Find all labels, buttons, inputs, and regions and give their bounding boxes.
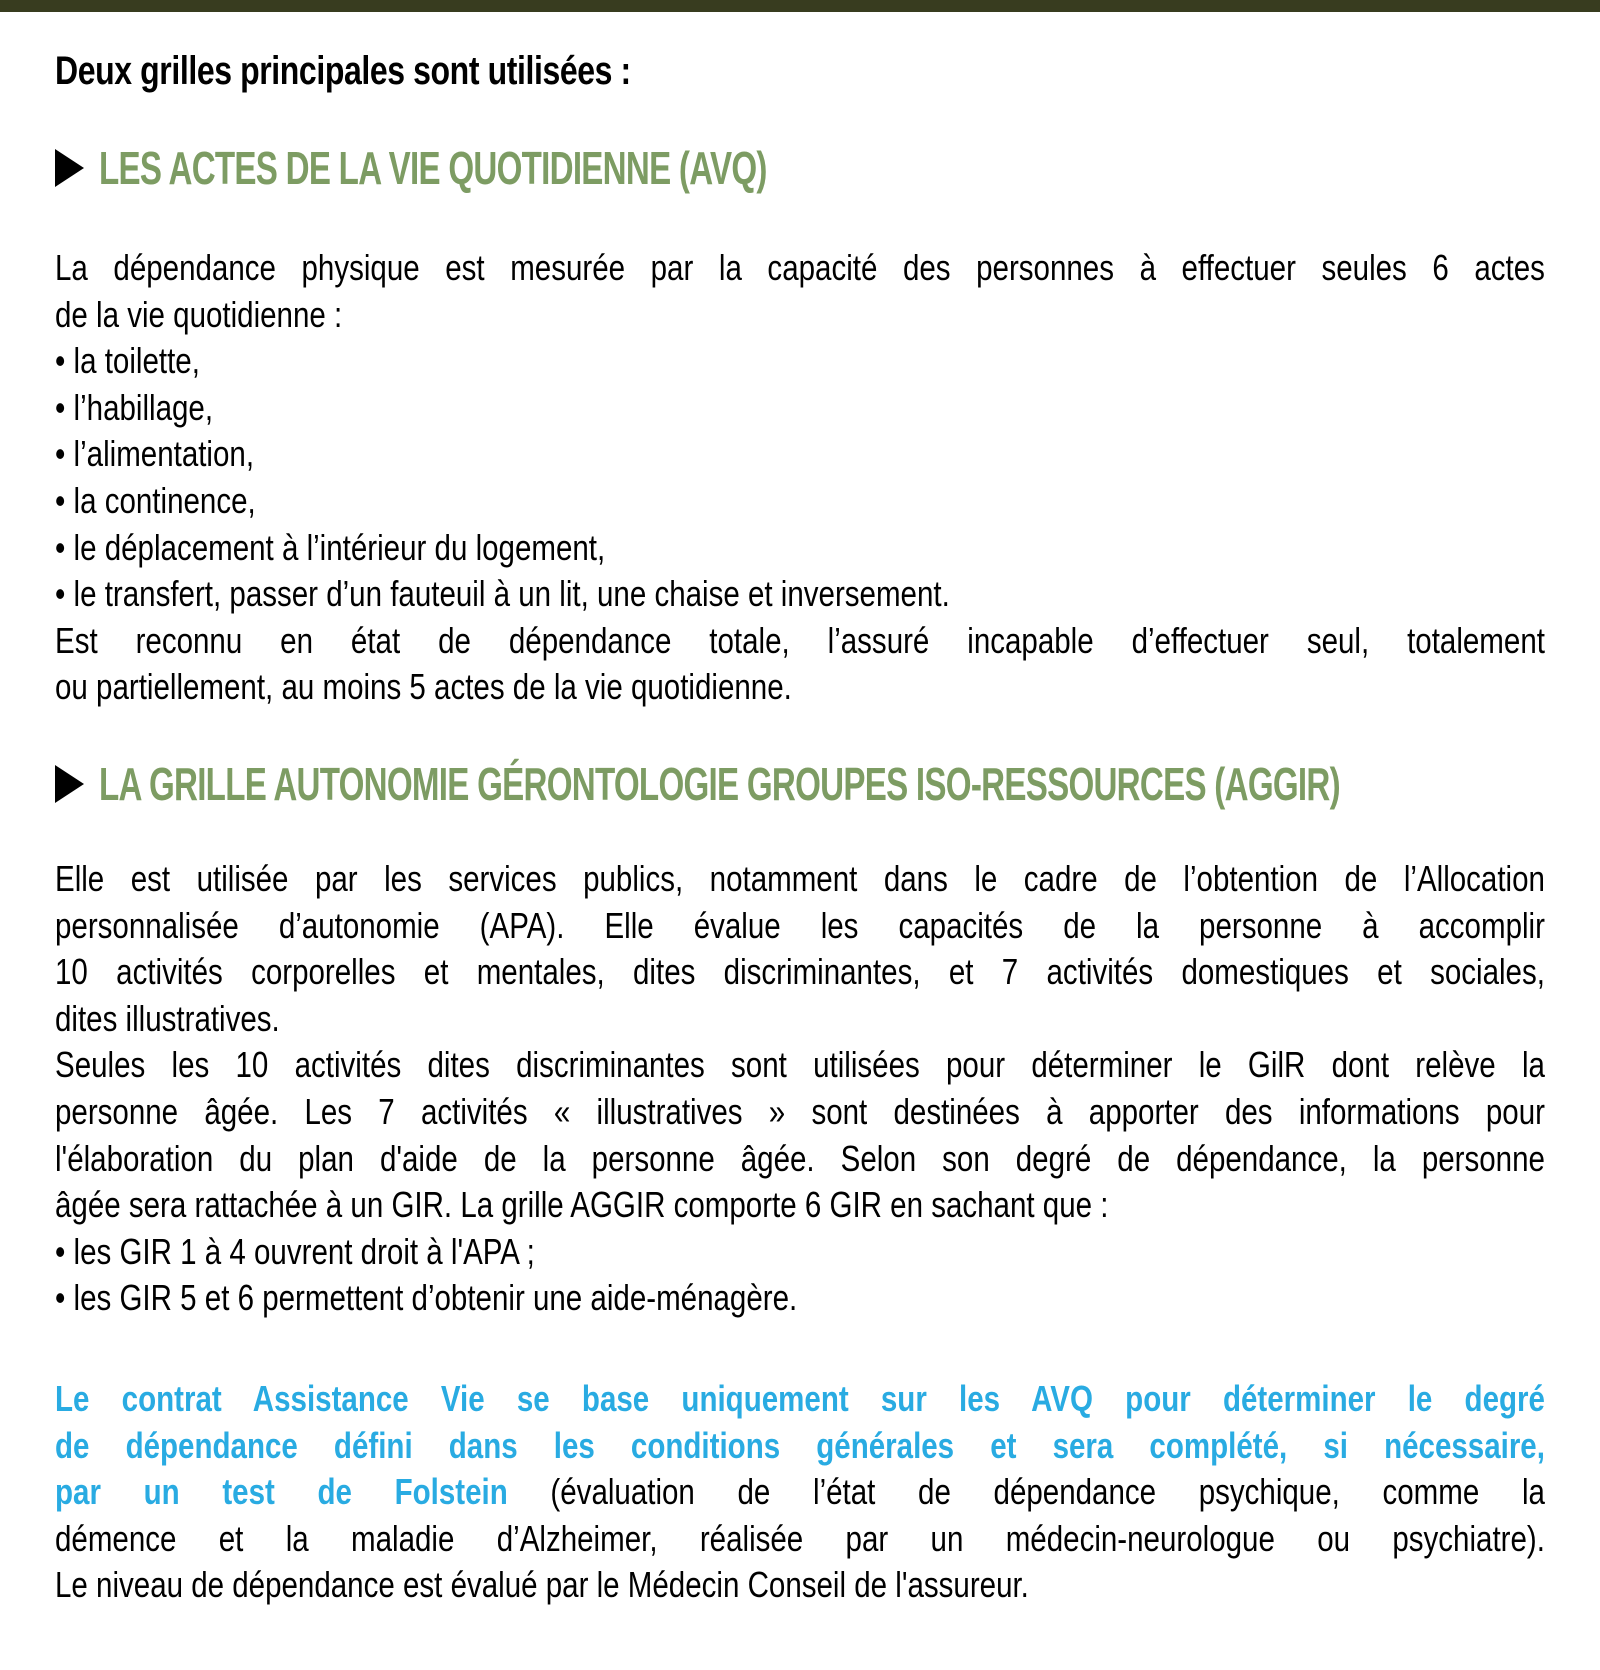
body-line: ou partiellement, au moins 5 actes de la vie quotidienne. (55, 666, 792, 708)
body-line: Est reconnu en état de dépendance totale, l’assuré incapable d’effectuer seul, totalement (55, 619, 1545, 661)
highlight-line (55, 1423, 1545, 1470)
body-line: Seules les 10 activités dites discriminantes sont utilisées pour déterminer le GilR dont relève la (55, 1044, 1545, 1086)
body-line (55, 1516, 1545, 1563)
section-heading-avq-label: LES ACTES DE LA VIE QUOTIDIENNE (AVQ) (99, 142, 767, 194)
top-accent-bar (0, 0, 1600, 12)
body-segment: (évaluation de l’état de dépendance psychique, comme la (550, 1471, 1545, 1513)
highlight-segment: de dépendance défini dans les conditions générales et sera complété, si nécessaire, (55, 1424, 1545, 1466)
bullet-line: • la toilette, (55, 340, 200, 382)
body-line: La dépendance physique est mesurée par la capacité des personnes à effectuer seules 6 actes (55, 247, 1545, 288)
body-segment: Le niveau de dépendance est évalué par le Médecin Conseil de l'assureur. (55, 1564, 1029, 1606)
body-line (55, 1562, 1545, 1609)
highlight-line (55, 1469, 1545, 1516)
body-line: dites illustratives. (55, 997, 280, 1039)
section-heading-aggir-label: LA GRILLE AUTONOMIE GÉRONTOLOGIE GROUPES ISO-RESSOURCES (AGGIR) (99, 758, 1340, 810)
bullet-line: • les GIR 1 à 4 ouvrent droit à l'APA ; (55, 1230, 535, 1272)
highlight-segment: Le contrat Assistance Vie se base uniquement sur les AVQ pour déterminer le degré (55, 1378, 1545, 1419)
body-line: personne âgée. Les 7 activités « illustratives » sont destinées à apporter des informations pour (55, 1090, 1545, 1132)
highlight-line (55, 1376, 1545, 1423)
highlight-segment: par un test de Folstein (55, 1471, 551, 1513)
bullet-line: • la continence, (55, 479, 256, 521)
section-heading-avq (55, 142, 1026, 194)
paragraph-avq (55, 245, 1545, 711)
intro-heading: Deux grilles principales sont utilisées : (55, 49, 631, 93)
body-line: Elle est utilisée par les services publics, notamment dans le cadre de l’obtention de l’Allocation (55, 858, 1545, 899)
body-line: personnalisée d’autonomie (APA). Elle évalue les capacités de la personne à accomplir (55, 904, 1545, 946)
bullet-line: • le déplacement à l’intérieur du logement, (55, 526, 606, 568)
body-line: l'élaboration du plan d'aide de la personne âgée. Selon son degré de dépendance, la personne (55, 1137, 1545, 1179)
arrow-right-icon (55, 765, 84, 803)
body-line: 10 activités corporelles et mentales, dites discriminantes, et 7 activités domestiques et sociales, (55, 951, 1545, 993)
bullet-line: • l’alimentation, (55, 433, 255, 475)
body-segment: démence et la maladie d’Alzheimer, réalisée par un médecin-neurologue ou psychiatre). (55, 1517, 1545, 1559)
bullet-line: • l’habillage, (55, 386, 214, 428)
bullet-line: • le transfert, passer d’un fauteuil à un lit, une chaise et inversement. (55, 573, 950, 615)
paragraph-aggir (55, 856, 1545, 1322)
bullet-line: • les GIR 5 et 6 permettent d’obtenir une aide-ménagère. (55, 1277, 798, 1319)
highlight-paragraph (55, 1376, 1545, 1609)
section-heading-aggir (55, 758, 1600, 810)
body-line: de la vie quotidienne : (55, 293, 343, 335)
body-line: âgée sera rattachée à un GIR. La grille AGGIR comporte 6 GIR en sachant que : (55, 1184, 1109, 1226)
arrow-right-icon (55, 149, 84, 187)
